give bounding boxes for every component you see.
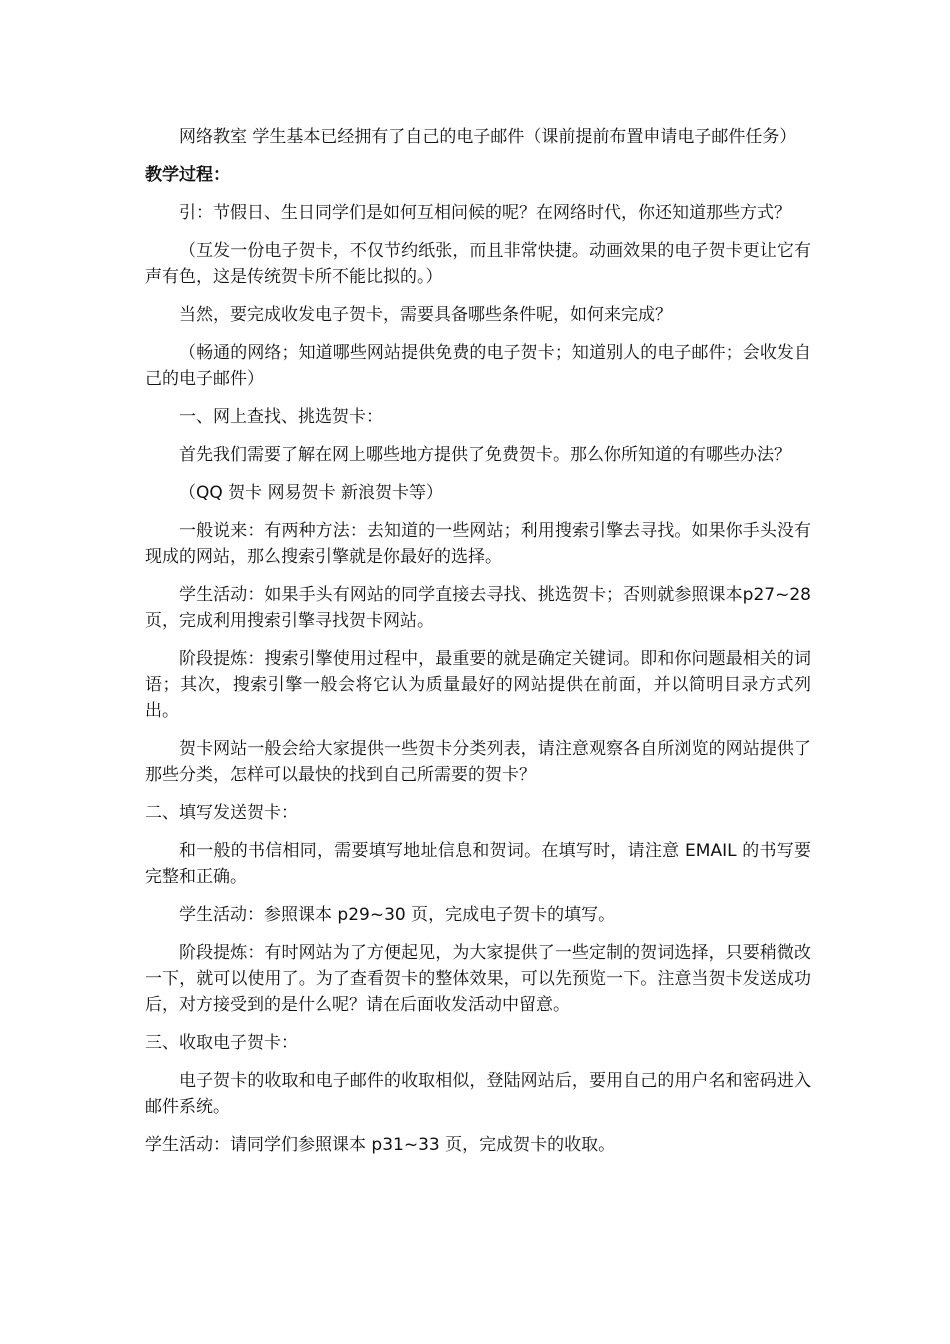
paragraph-summary-send: 阶段提炼：有时网站为了方便起见，为大家提供了一些定制的贺词选择，只要稍微改一下，就可以使用了。为了查看贺卡的整体效果，可以先预览一下。注意当贺卡发送成功后，对方接受到的是什么呢？请在后面收发活动中留意。	[145, 943, 811, 1015]
paragraph-receive-card: 电子贺卡的收取和电子邮件的收取相似，登陆网站后，要用自己的用户名和密码进入邮件系统。	[145, 1071, 811, 1117]
paragraph-student-activity-search: 学生活动：如果手头有网站的同学直接去寻找、挑选贺卡；否则就参照课本p27~28 页，完成利用搜索引擎寻找贺卡网站。	[145, 585, 811, 631]
paragraph-fill-address: 和一般的书信相同，需要填写地址信息和贺词。在填写时，请注意 EMAIL 的书写要完整和正确。	[145, 841, 811, 887]
paragraph-lead-in: 引：节假日、生日同学们是如何互相问候的呢？在网络时代，你还知道那些方式？	[179, 203, 791, 223]
paragraph-card-sites: （QQ 贺卡 网易贺卡 新浪贺卡等）	[179, 483, 443, 503]
paragraph-student-activity-fill: 学生活动：参照课本 p29~30 页，完成电子贺卡的填写。	[179, 905, 616, 925]
document-body	[145, 124, 811, 1170]
paragraph-conditions-answer: （畅通的网络；知道哪些网站提供免费的电子贺卡；知道别人的电子邮件；会收发自己的电子邮件）	[145, 343, 811, 389]
paragraph-card-categories: 贺卡网站一般会给大家提供一些贺卡分类列表，请注意观察各自所浏览的网站提供了那些分类，怎样可以最快的找到自己所需要的贺卡？	[145, 739, 811, 785]
section-heading-teaching-process: 教学过程：	[145, 165, 230, 185]
paragraph-intro-setting: 网络教室 学生基本已经拥有了自己的电子邮件（课前提前布置申请电子邮件任务）	[179, 127, 797, 147]
paragraph-student-activity-receive: 学生活动：请同学们参照课本 p31~33 页，完成贺卡的收取。	[145, 1135, 616, 1155]
paragraph-summary-search: 阶段提炼：搜索引擎使用过程中，最重要的就是确定关键词。即和你问题最相关的词语；其次，搜索引擎一般会将它认为质量最好的网站提供在前面，并以简明目录方式列出。	[145, 649, 811, 721]
paragraph-ecard-benefits: （互发一份电子贺卡，不仅节约纸张，而且非常快捷。动画效果的电子贺卡更让它有声有色，这是传统贺卡所不能比拟的。）	[145, 241, 811, 287]
paragraph-find-question: 首先我们需要了解在网上哪些地方提供了免费贺卡。那么你所知道的有哪些办法？	[179, 445, 791, 465]
paragraph-conditions-question: 当然，要完成收发电子贺卡，需要具备哪些条件呢，如何来完成？	[179, 305, 672, 325]
section-heading-fill-send: 二、填写发送贺卡：	[145, 803, 298, 823]
section-heading-find-cards: 一、网上查找、挑选贺卡：	[179, 407, 383, 427]
section-heading-receive: 三、收取电子贺卡：	[145, 1033, 298, 1053]
paragraph-two-methods: 一般说来：有两种方法：去知道的一些网站；利用搜索引擎去寻找。如果你手头没有现成的网站，那么搜索引擎就是你最好的选择。	[145, 521, 811, 567]
